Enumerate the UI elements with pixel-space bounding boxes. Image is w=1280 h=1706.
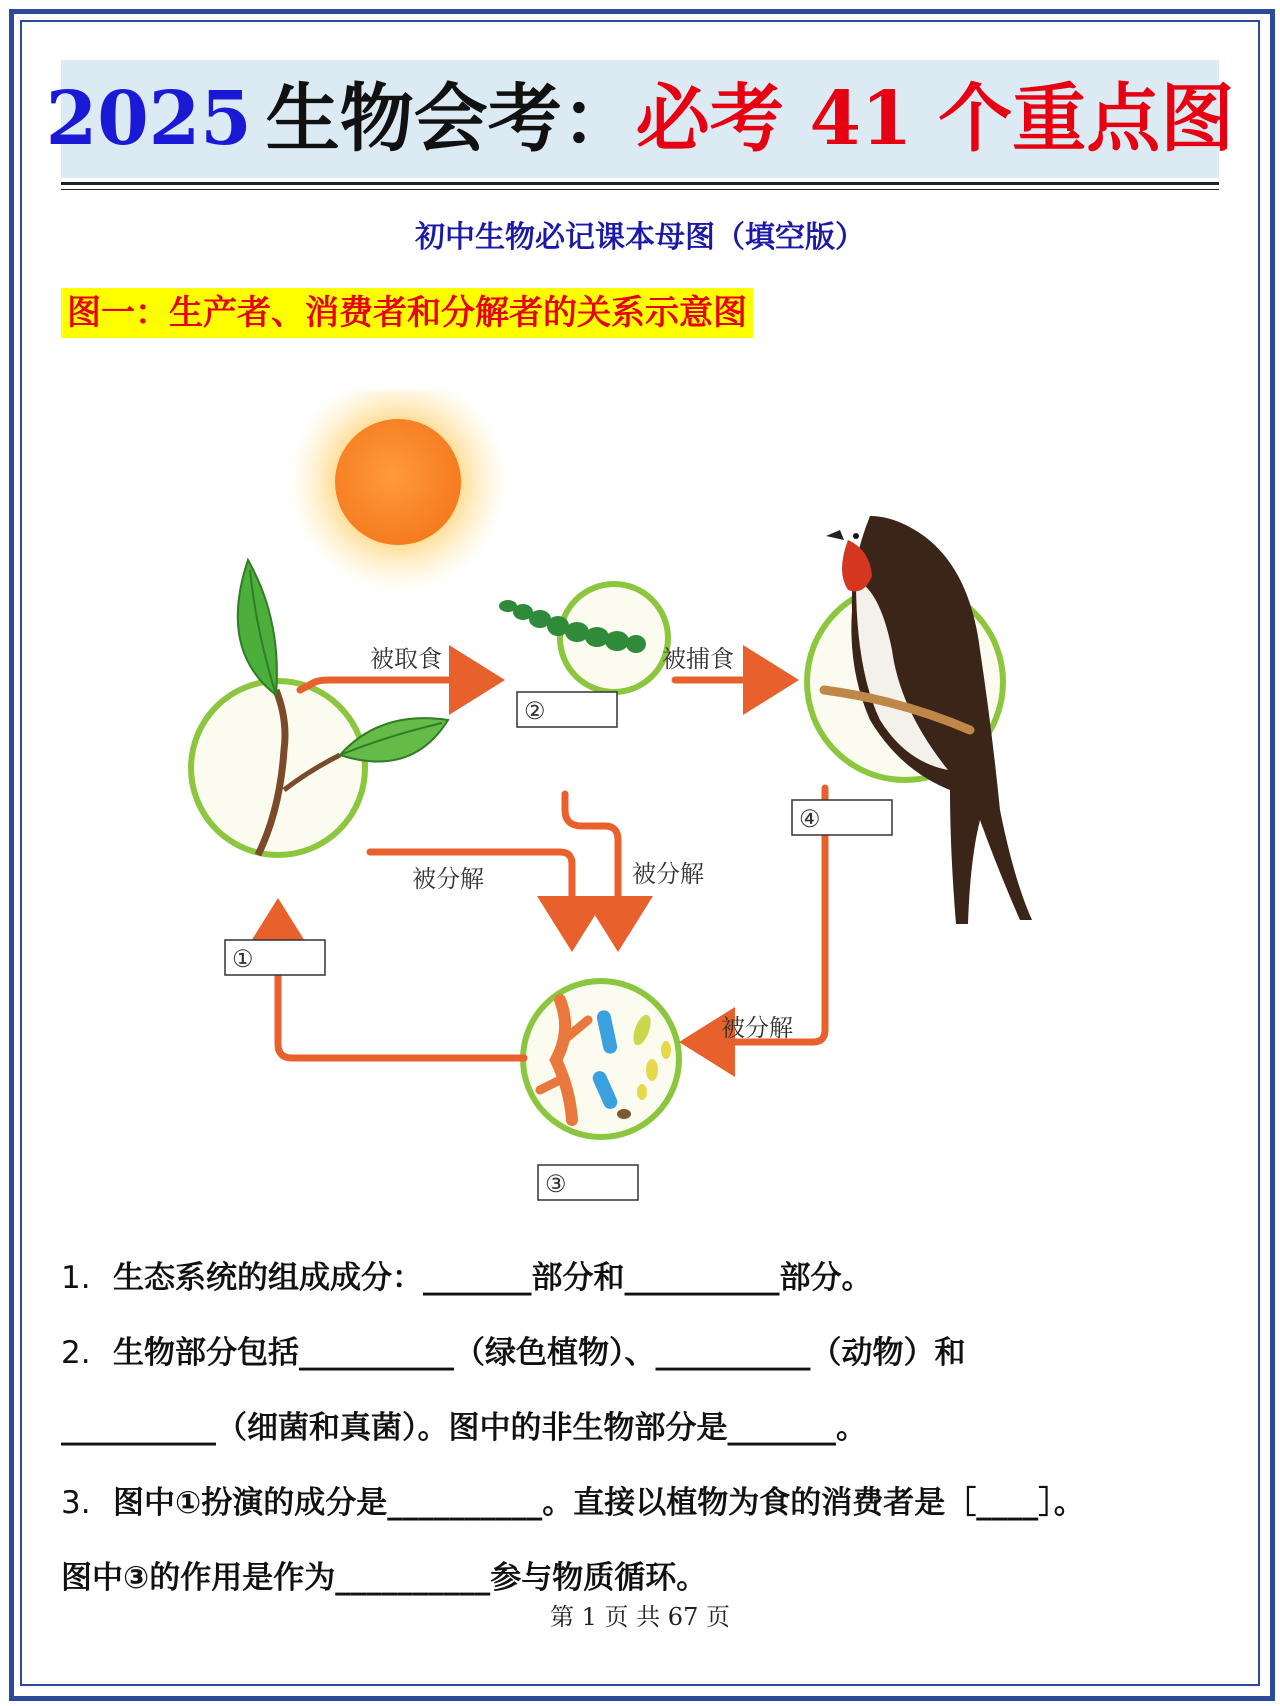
question-3-number: 3. [61,1485,91,1521]
title-rule-thick [61,182,1219,185]
question-2b-text: __________（细菌和真菌）。图中的非生物部分是_______。 [61,1410,867,1446]
label-box-1 [225,940,325,975]
title-main: 生物会考： [265,76,636,162]
page-subtitle: 初中生物必记课本母图（填空版） [415,220,865,255]
label-box-4 [792,800,892,835]
question-2 [61,1327,966,1372]
question-2-text: 生物部分包括__________（绿色植物）、__________（动物）和 [113,1335,966,1371]
sun-icon [288,390,508,592]
question-2-number: 2. [61,1335,91,1371]
arrow-return [278,905,524,1058]
box-label-2: ② [524,697,546,725]
question-3 [61,1477,1085,1522]
label-decomposed-left: 被分解 [412,865,484,893]
box-label-1: ① [232,945,254,973]
label-box-3 [538,1165,638,1200]
question-3-continued [61,1552,707,1597]
label-preyed: 被捕食 [662,645,734,673]
ecosystem-diagram [180,390,1100,1210]
question-1-text: 生态系统的组成成分：_______部分和__________部分。 [113,1260,873,1296]
label-decomposed-right: 被分解 [721,1014,793,1042]
figure-title: 图一：生产者、消费者和分解者的关系示意图 [61,288,753,338]
question-1-number: 1. [61,1260,91,1296]
question-3-text: 图中①扮演的成分是__________。直接以植物为食的消费者是［____］。 [113,1485,1085,1521]
decomposer-circle [523,981,679,1137]
title-banner [45,60,1235,178]
page-footer: 第 1 页 共 67 页 [550,1603,730,1631]
box-label-4: ④ [799,805,821,833]
arrow-eaten [300,680,498,690]
box-label-3: ③ [545,1170,567,1198]
question-3b-text: 图中③的作用是作为__________参与物质循环。 [61,1560,708,1596]
question-1 [61,1252,873,1297]
label-eaten: 被取食 [370,645,442,673]
question-2-continued [61,1402,867,1447]
title-rule-thin [61,189,1219,190]
label-box-2 [517,692,617,727]
title-year: 2025 [45,76,252,162]
title-highlight: 必考 41 个重点图 [635,76,1235,162]
label-decomposed-middle: 被分解 [632,860,704,888]
